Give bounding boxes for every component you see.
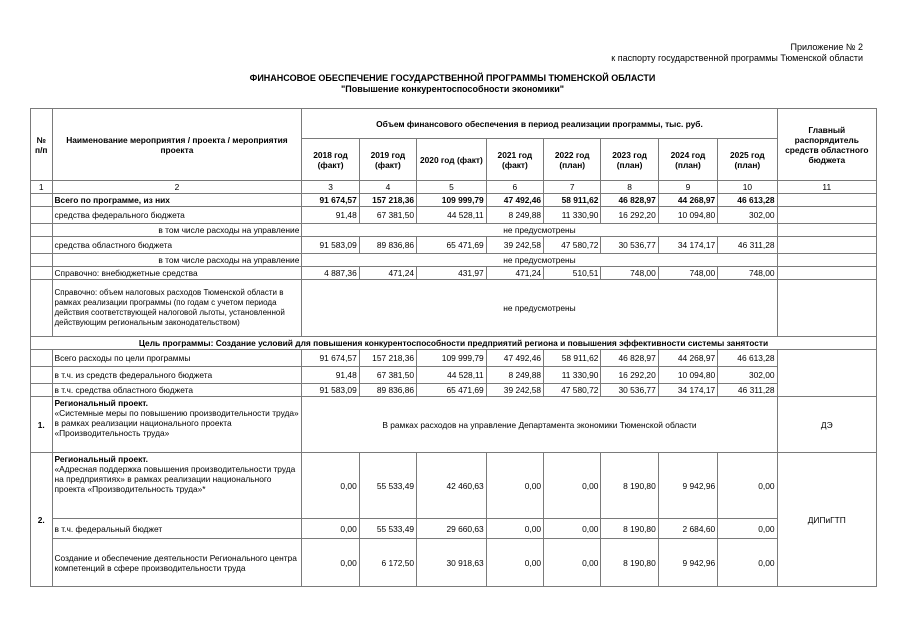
col-header-year-1: 2018 год (факт) <box>302 139 359 181</box>
value-cell: 109 999,79 <box>417 194 487 207</box>
value-cell: 16 292,20 <box>601 367 658 384</box>
value-cell: 44 528,11 <box>417 207 487 224</box>
manager-cell: ДЭ <box>777 397 876 453</box>
value-cell: 8 249,88 <box>486 367 543 384</box>
table-row <box>31 519 877 539</box>
appendix-line-1: Приложение № 2 <box>790 42 863 52</box>
value-cell: 39 242,58 <box>486 384 543 397</box>
col-index-3: 3 <box>302 181 359 194</box>
value-cell: 30 536,77 <box>601 384 658 397</box>
col-index-2: 2 <box>52 181 302 194</box>
value-cell: 30 918,63 <box>417 539 487 587</box>
value-cell: 44 528,11 <box>417 367 487 384</box>
value-cell: 471,24 <box>359 267 416 280</box>
project-name <box>52 397 302 453</box>
value-cell: 46 311,28 <box>718 237 777 254</box>
value-cell: 0,00 <box>718 453 777 519</box>
value-cell: 10 094,80 <box>658 367 717 384</box>
project-row <box>31 453 877 519</box>
value-cell: 91 583,09 <box>302 237 359 254</box>
value-cell: 11 330,90 <box>544 367 601 384</box>
value-cell: 34 174,17 <box>658 237 717 254</box>
title-line-2: "Повышение конкурентоспособности экономики" <box>340 84 565 94</box>
col-header-name: Наименование мероприятия / проекта / мероприятия проекта <box>52 109 302 181</box>
value-cell: 11 330,90 <box>544 207 601 224</box>
value-cell: 44 268,97 <box>658 194 717 207</box>
value-cell: 91,48 <box>302 367 359 384</box>
row-label: средства областного бюджета <box>52 237 302 254</box>
value-cell: 8 249,88 <box>486 207 543 224</box>
value-cell: 510,51 <box>544 267 601 280</box>
row-label: в том числе расходы на управление <box>52 224 302 237</box>
financing-table <box>30 108 877 587</box>
col-index-9: 9 <box>658 181 717 194</box>
table-row <box>31 384 877 397</box>
num-cell <box>31 267 53 280</box>
num-cell <box>31 224 53 237</box>
value-cell: 9 942,96 <box>658 539 717 587</box>
value-cell: 10 094,80 <box>658 207 717 224</box>
value-cell: 2 684,60 <box>658 519 717 539</box>
col-header-year-8: 2025 год (план) <box>718 139 777 181</box>
value-cell: 47 492,46 <box>486 350 543 367</box>
value-cell: 55 533,49 <box>359 453 416 519</box>
value-cell: 65 471,69 <box>417 237 487 254</box>
value-cell: 55 533,49 <box>359 519 416 539</box>
num-cell <box>31 384 53 397</box>
manager-cell <box>777 224 876 237</box>
table-row <box>31 207 877 224</box>
value-cell: 91 583,09 <box>302 384 359 397</box>
project-row <box>31 397 877 453</box>
value-cell: 47 492,46 <box>486 194 543 207</box>
col-index-10: 10 <box>718 181 777 194</box>
col-header-year-3: 2020 год (факт) <box>417 139 487 181</box>
value-cell: 6 172,50 <box>359 539 416 587</box>
col-header-manager: Главный распорядитель средств областного бюджета <box>777 109 876 181</box>
manager-cell: ДИПиГТП <box>777 453 876 587</box>
project-text: «Адресная поддержка повышения производительности труда на предприятиях» в рамках реализации национального проекта «Производительность труда»* <box>54 464 296 494</box>
value-cell: 4 887,36 <box>302 267 359 280</box>
col-header-year-2: 2019 год (факт) <box>359 139 416 181</box>
value-cell: 0,00 <box>486 453 543 519</box>
table-row <box>31 267 877 280</box>
table-row <box>31 237 877 254</box>
col-index-11: 11 <box>777 181 876 194</box>
row-label: средства федерального бюджета <box>52 207 302 224</box>
table-row <box>31 254 877 267</box>
col-header-year-6: 2023 год (план) <box>601 139 658 181</box>
value-cell: 431,97 <box>417 267 487 280</box>
value-cell: 42 460,63 <box>417 453 487 519</box>
manager-cell <box>777 267 876 280</box>
value-cell: 8 190,80 <box>601 519 658 539</box>
value-cell: 109 999,79 <box>417 350 487 367</box>
span-value: не предусмотрены <box>302 254 777 267</box>
row-label: в т.ч. средства областного бюджета <box>52 384 302 397</box>
value-cell: 157 218,36 <box>359 350 416 367</box>
value-cell: 89 836,86 <box>359 237 416 254</box>
col-index-4: 4 <box>359 181 416 194</box>
table-row <box>31 367 877 384</box>
value-cell: 46 613,28 <box>718 194 777 207</box>
value-cell: 47 580,72 <box>544 384 601 397</box>
value-cell: 58 911,62 <box>544 350 601 367</box>
col-header-num: № п/п <box>31 109 53 181</box>
row-label: в том числе расходы на управление <box>52 254 302 267</box>
value-cell: 748,00 <box>601 267 658 280</box>
value-cell: 46 828,97 <box>601 194 658 207</box>
col-index-7: 7 <box>544 181 601 194</box>
value-cell: 46 828,97 <box>601 350 658 367</box>
value-cell: 91 674,57 <box>302 350 359 367</box>
table-row <box>31 350 877 367</box>
value-cell: 302,00 <box>718 207 777 224</box>
value-cell: 39 242,58 <box>486 237 543 254</box>
col-header-year-4: 2021 год (факт) <box>486 139 543 181</box>
value-cell: 46 311,28 <box>718 384 777 397</box>
value-cell: 0,00 <box>486 519 543 539</box>
row-label: Всего по программе, из них <box>52 194 302 207</box>
num-cell <box>31 237 53 254</box>
document-title <box>0 73 905 95</box>
num-cell <box>31 194 53 207</box>
value-cell: 8 190,80 <box>601 453 658 519</box>
row-label: Справочно: объем налоговых расходов Тюменской области в рамках реализации программы (по годам с учетом периода действия соответствующей налоговой льготы, установленной действующим региональным законодательством) <box>52 280 302 337</box>
value-cell: 0,00 <box>544 519 601 539</box>
project-title: Региональный проект. <box>54 398 148 408</box>
manager-cell <box>777 207 876 224</box>
value-cell: 46 613,28 <box>718 350 777 367</box>
value-cell: 0,00 <box>718 539 777 587</box>
manager-cell <box>777 194 876 207</box>
manager-cell <box>777 280 876 337</box>
project-name <box>52 453 302 519</box>
title-line-1: ФИНАНСОВОЕ ОБЕСПЕЧЕНИЕ ГОСУДАРСТВЕННОЙ ПРОГРАММЫ ТЮМЕНСКОЙ ОБЛАСТИ <box>249 73 656 83</box>
col-index-6: 6 <box>486 181 543 194</box>
num-cell <box>31 367 53 384</box>
value-cell: 47 580,72 <box>544 237 601 254</box>
table-row <box>31 194 877 207</box>
value-cell: 8 190,80 <box>601 539 658 587</box>
row-label: Справочно: внебюджетные средства <box>52 267 302 280</box>
manager-cell <box>777 237 876 254</box>
row-label: Создание и обеспечение деятельности Регионального центра компетенций в сфере производительности труда <box>52 539 302 587</box>
num-cell <box>31 207 53 224</box>
row-label: Всего расходы по цели программы <box>52 350 302 367</box>
num-cell <box>31 350 53 367</box>
value-cell: 67 381,50 <box>359 367 416 384</box>
value-cell: 65 471,69 <box>417 384 487 397</box>
goal-label: Цель программы: Создание условий для повышения конкурентоспособности предприятий региона и повышения эффективности системы занятости <box>31 337 877 350</box>
value-cell: 0,00 <box>486 539 543 587</box>
table-row <box>31 539 877 587</box>
project-num: 1. <box>31 397 53 453</box>
num-cell <box>31 280 53 337</box>
value-cell: 91 674,57 <box>302 194 359 207</box>
row-label: в т.ч. из средств федерального бюджета <box>52 367 302 384</box>
value-cell: 0,00 <box>302 539 359 587</box>
col-header-year-5: 2022 год (план) <box>544 139 601 181</box>
value-cell: 67 381,50 <box>359 207 416 224</box>
project-num: 2. <box>31 453 53 587</box>
value-cell: 16 292,20 <box>601 207 658 224</box>
row-label: в т.ч. федеральный бюджет <box>52 519 302 539</box>
table-row <box>31 224 877 237</box>
value-cell: 0,00 <box>544 453 601 519</box>
value-cell: 44 268,97 <box>658 350 717 367</box>
goal-row <box>31 337 877 350</box>
appendix-line-2: к паспорту государственной программы Тюменской области <box>611 53 863 63</box>
value-cell: 0,00 <box>302 453 359 519</box>
value-cell: 471,24 <box>486 267 543 280</box>
col-index-5: 5 <box>417 181 487 194</box>
table-row <box>31 280 877 337</box>
project-title: Региональный проект. <box>54 454 148 464</box>
value-cell: 91,48 <box>302 207 359 224</box>
col-index-1: 1 <box>31 181 53 194</box>
num-cell <box>31 254 53 267</box>
value-cell: 0,00 <box>718 519 777 539</box>
value-cell: 0,00 <box>544 539 601 587</box>
value-cell: 9 942,96 <box>658 453 717 519</box>
col-index-8: 8 <box>601 181 658 194</box>
value-cell: 89 836,86 <box>359 384 416 397</box>
appendix-note <box>611 42 863 64</box>
col-header-volume: Объем финансового обеспечения в период реализации программы, тыс. руб. <box>302 109 777 139</box>
span-value: В рамках расходов на управление Департамента экономики Тюменской области <box>302 397 777 453</box>
value-cell: 157 218,36 <box>359 194 416 207</box>
value-cell: 748,00 <box>658 267 717 280</box>
value-cell: 0,00 <box>302 519 359 539</box>
value-cell: 30 536,77 <box>601 237 658 254</box>
manager-cell <box>777 254 876 267</box>
col-header-year-7: 2024 год (план) <box>658 139 717 181</box>
value-cell: 748,00 <box>718 267 777 280</box>
value-cell: 34 174,17 <box>658 384 717 397</box>
span-value: не предусмотрены <box>302 224 777 237</box>
value-cell: 58 911,62 <box>544 194 601 207</box>
project-text: «Системные меры по повышению производительности труда» в рамках реализации национального проекта «Производительность труда» <box>54 408 299 438</box>
span-value: не предусмотрены <box>302 280 777 337</box>
value-cell: 302,00 <box>718 367 777 384</box>
manager-cell <box>777 350 876 397</box>
value-cell: 29 660,63 <box>417 519 487 539</box>
